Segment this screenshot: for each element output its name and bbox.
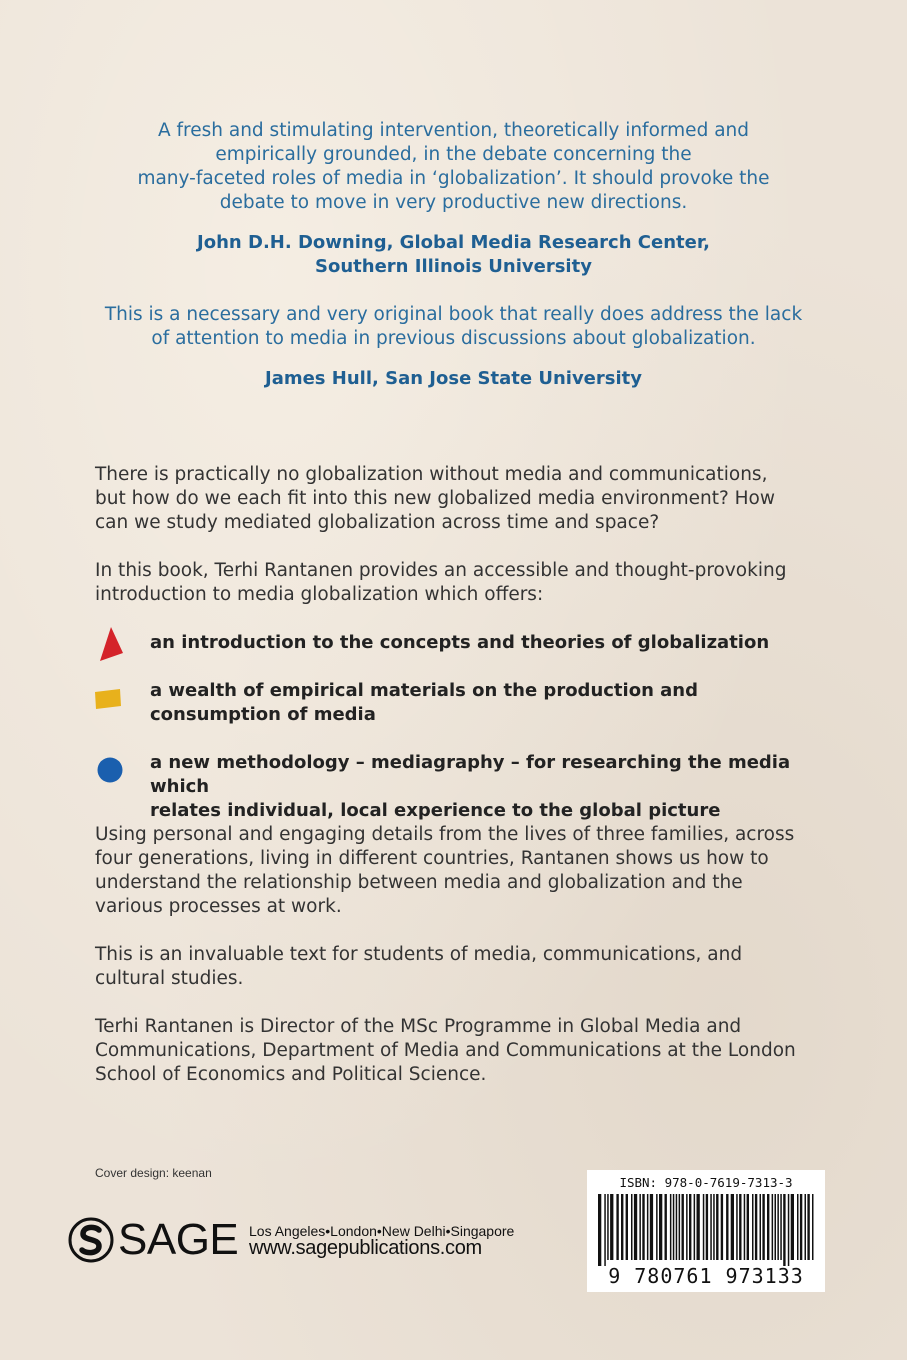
barcode-bar [694,1194,696,1260]
barcode-bar [760,1194,762,1260]
barcode-bar [721,1194,723,1260]
bullet-item: a wealth of empirical materials on the production and consumption of media [150,680,698,725]
barcode-bar [731,1194,734,1260]
barcode-bar [610,1194,613,1260]
publisher-name: SAGE [118,1215,239,1264]
barcode-bar [682,1194,684,1260]
barcode-bar [634,1194,637,1260]
barcode-digits: 9 780761 973133 [608,1264,804,1288]
barcode-bar [713,1194,715,1260]
barcode-bar [679,1194,681,1260]
audience-paragraph: This is an invaluable text for students of media, communications, and cultural studies. [95,944,743,989]
publisher-website: www.sagepublications.com [249,1237,482,1259]
barcode-bar [805,1194,807,1260]
sage-logo [68,1215,239,1265]
barcode-bar [659,1194,662,1260]
barcode-bar [716,1194,718,1260]
barcode-bar [631,1194,633,1260]
barcode-bar [656,1194,658,1260]
barcode-bar [686,1194,688,1260]
barcode-bar [797,1194,799,1260]
barcode-bar [650,1194,653,1260]
endorsement-attribution: James Hull, San Jose State University [265,368,642,389]
barcode-bar [744,1194,746,1260]
isbn-barcode [587,1170,825,1292]
barcode-bar [703,1194,705,1260]
red-triangle-bullet-icon [97,625,125,663]
barcode-bar [604,1194,606,1266]
blue-circle-bullet-icon [96,756,124,784]
barcode-bar [772,1194,774,1260]
offer-intro-paragraph: In this book, Terhi Rantanen provides an accessible and thought-provoking introduction to media globalization which offers: [95,560,787,605]
barcode-bar [616,1194,618,1260]
barcode-bar [762,1194,764,1260]
barcode-bar [647,1194,649,1260]
description-paragraph: Using personal and engaging details from the lives of three families, across four generations, living in different countries, Rantanen shows us how to understand the relationship between media and globalization and the various processes at work. [95,824,795,917]
barcode-bar [626,1194,628,1260]
barcode-bar [780,1194,782,1260]
barcode-bars [592,1194,820,1266]
barcode-bar [673,1194,675,1260]
isbn-label: ISBN: 978-0-7619-7313-3 [619,1175,793,1190]
barcode-bar [697,1194,700,1260]
publisher-cities: Los Angeles•London•New Delhi•Singapore [249,1223,515,1239]
barcode-bar [752,1194,754,1260]
cover-design-credit: Cover design: keenan [95,1166,212,1180]
barcode-bar [775,1194,777,1260]
barcode-bar [800,1194,802,1260]
barcode-bar [755,1194,757,1260]
barcode-bar [767,1194,769,1260]
barcode-bar [788,1194,790,1266]
barcode-bar [747,1194,749,1260]
barcode-bar [807,1194,809,1260]
barcode-bar [777,1194,779,1260]
author-bio-paragraph: Terhi Rantanen is Director of the MSc Programme in Global Media and Communications, Department of Media and Communications at the London School of Economics and Political Science. [95,1016,796,1085]
barcode-bar [598,1194,601,1266]
yellow-square-bullet-icon [93,688,123,712]
barcode-bar [607,1194,609,1260]
barcode-bar [739,1194,741,1260]
endorsement-quote: This is a necessary and very original book that really does address the lack of attention to media in previous discussions about globalization. [104,304,803,349]
barcode-bar [783,1194,785,1266]
barcode-bar [621,1194,623,1260]
barcode-bar [710,1194,712,1260]
endorsement-quote: A fresh and stimulating intervention, theoretically informed and empirically grounded, in the debate concerning the many-faceted roles of media in ‘globalization’. It should provoke the debate to move in very productive new directions. [137,120,770,213]
barcode-bar [736,1194,738,1260]
barcode-bar [670,1194,672,1260]
bullet-item: an introduction to the concepts and theories of globalization [150,632,770,653]
barcode-bar [726,1194,728,1260]
sage-emblem-icon [68,1217,114,1263]
barcode-bar [706,1194,708,1260]
barcode-bar [812,1194,814,1260]
barcode-bar [665,1194,667,1260]
bullet-item: a new methodology – mediagraphy – for researching the media which relates individual, local experience to the global picture [150,752,791,821]
endorsement-attribution: John D.H. Downing, Global Media Research Center, Southern Illinois University [197,232,710,277]
intro-paragraph: There is practically no globalization without media and communications, but how do we each fit into this new globalized media environment? How can we study mediated globalization across time and space? [95,464,776,533]
barcode-bar [791,1194,794,1260]
barcode-bar [642,1194,644,1260]
barcode-bar [676,1194,678,1260]
barcode-bar [689,1194,691,1260]
barcode-bar [639,1194,641,1260]
